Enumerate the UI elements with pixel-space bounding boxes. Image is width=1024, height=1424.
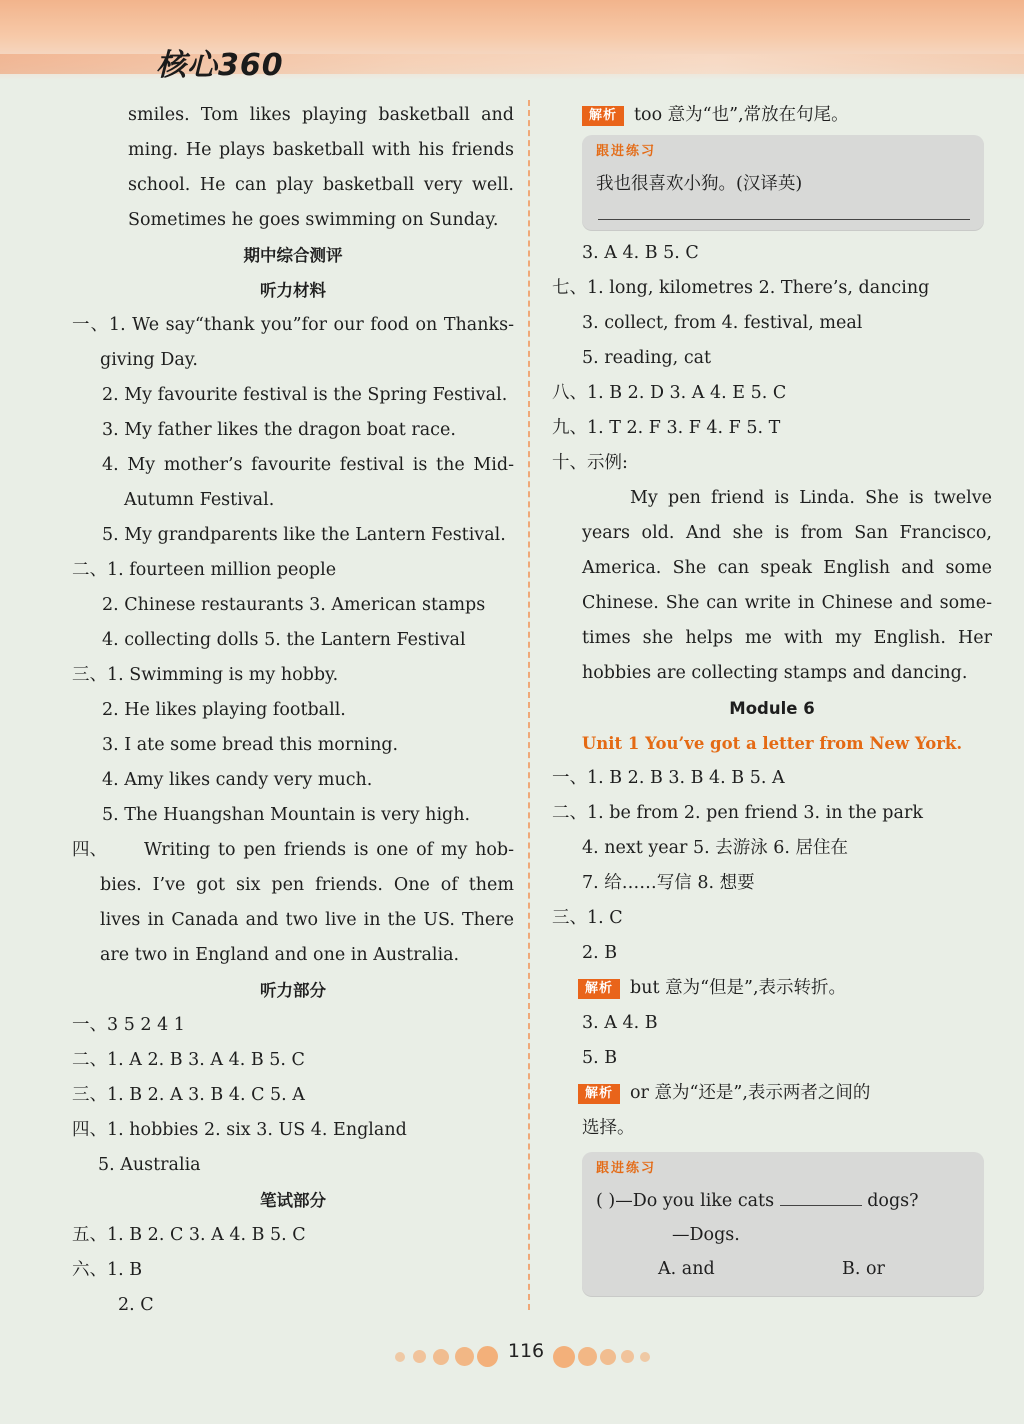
practice-question [596, 1184, 970, 1218]
answer-line: 一、3 5 2 4 1 [72, 1015, 185, 1035]
passage-line: lives in Canada and two live in the US. There [100, 910, 514, 930]
intro-line: Sometimes he goes swimming on Sunday. [128, 210, 499, 230]
passage-line-1 [72, 833, 514, 868]
practice-title: 跟进练习 [596, 1161, 657, 1176]
answer-line: 3. I ate some bread this morning. [102, 735, 399, 755]
answer-line: 3. My father likes the dragon boat race. [102, 420, 456, 440]
analysis-tag: 解析 [578, 1084, 620, 1104]
answer-line: 2. C [118, 1295, 154, 1315]
question-text-end: dogs? [867, 1191, 919, 1211]
analysis-line [552, 971, 992, 1006]
intro-line: school. He can play basketball very well. [128, 175, 514, 195]
brand-logo: 核心360 [156, 48, 284, 83]
essay-line: My pen friend is Linda. She is twelve [630, 488, 992, 508]
practice-answer: —Dogs. [672, 1225, 740, 1245]
practice-box [582, 135, 984, 230]
answer-line: 2. B [582, 943, 618, 963]
answer-line: 三、1. C [552, 908, 623, 928]
answer-line: 4. Amy likes candy very much. [102, 770, 373, 790]
analysis-text: too 意为“也”,常放在句尾。 [634, 105, 849, 125]
answer-line: 六、1. B [72, 1260, 143, 1280]
unit-title: Unit 1 You’ve got a letter from New York. [581, 734, 963, 753]
intro-line: smiles. Tom likes playing basketball and [128, 105, 514, 125]
practice-options [596, 1252, 970, 1286]
header-band [0, 54, 1024, 74]
column-divider [528, 100, 530, 1310]
answer-line: 2. My favourite festival is the Spring Festival. [102, 385, 508, 405]
passage-text: Writing to pen friends is one of my hob- [144, 840, 514, 860]
answer-line: 7. 给……写信 8. 想要 [582, 873, 755, 893]
analysis-text: but 意为“但是”,表示转折。 [630, 978, 847, 998]
answer-line: 4. collecting dolls 5. the Lantern Festival [102, 630, 466, 650]
question-text: ( )—Do you like cats [596, 1191, 775, 1211]
answer-line: 2. He likes playing football. [102, 700, 346, 720]
answer-line: 4. My mother’s favourite festival is the Mid- [102, 455, 514, 475]
module-title: Module 6 [729, 699, 815, 718]
answer-line: giving Day. [100, 350, 198, 370]
practice-box [582, 1152, 984, 1296]
fill-blank[interactable] [780, 1189, 862, 1206]
analysis-line [552, 98, 992, 133]
answer-line: 二、1. A 2. B 3. A 4. B 5. C [72, 1050, 305, 1070]
answer-line: 十、示例: [552, 453, 628, 473]
essay-line: America. She can speak English and some [582, 558, 992, 578]
essay-line: hobbies are collecting stamps and dancing. [582, 663, 968, 683]
right-column [552, 98, 992, 1302]
answer-blank-line [598, 205, 970, 220]
essay-line: times she helps me with my English. Her [582, 628, 992, 648]
answer-line: 二、1. fourteen million people [72, 560, 337, 580]
answer-line: Autumn Festival. [124, 490, 275, 510]
answer-line: 5. Australia [98, 1155, 201, 1175]
practice-question: 我也很喜欢小狗。(汉译英) [596, 174, 803, 194]
intro-line: ming. He plays basketball with his friends [128, 140, 514, 160]
section-title: 期中综合测评 [243, 246, 343, 265]
passage-line: bies. I’ve got six pen friends. One of them [100, 875, 514, 895]
answer-line: 五、1. B 2. C 3. A 4. B 5. C [72, 1225, 306, 1245]
analysis-tag: 解析 [582, 106, 624, 126]
analysis-text: or 意为“还是”,表示两者之间的 [630, 1083, 871, 1103]
answer-line: 三、1. B 2. A 3. B 4. C 5. A [72, 1085, 305, 1105]
answer-line: 二、1. be from 2. pen friend 3. in the park [552, 803, 923, 823]
answer-line: 3. A 4. B [582, 1013, 658, 1033]
page-number: 116 [507, 1340, 545, 1362]
answer-line: 3. A 4. B 5. C [582, 243, 699, 263]
answer-line: 九、1. T 2. F 3. F 4. F 5. T [552, 418, 781, 438]
essay-line: Chinese. She can write in Chinese and some- [582, 593, 992, 613]
analysis-line [552, 1076, 992, 1111]
answer-line: 5. The Huangshan Mountain is very high. [102, 805, 471, 825]
listening-material-title: 听力材料 [260, 281, 326, 300]
option-b: B. or [842, 1259, 885, 1279]
practice-title: 跟进练习 [596, 144, 657, 159]
answer-line: 一、1. B 2. B 3. B 4. B 5. A [552, 768, 785, 788]
passage-line: are two in England and one in Australia. [100, 945, 460, 965]
analysis-tag: 解析 [578, 979, 620, 999]
written-part-title: 笔试部分 [260, 1191, 326, 1210]
answer-line: 5. B [582, 1048, 618, 1068]
section-label: 四、 [72, 840, 107, 860]
answer-line: 5. reading, cat [582, 348, 712, 368]
option-a: A. and [658, 1259, 715, 1279]
listening-part-title: 听力部分 [260, 981, 326, 1000]
answer-line: 5. My grandparents like the Lantern Festival. [102, 525, 506, 545]
essay-line: years old. And she is from San Francisco, [582, 523, 992, 543]
answer-line: 八、1. B 2. D 3. A 4. E 5. C [552, 383, 787, 403]
answer-line: 一、1. We say“thank you”for our food on Thanks- [72, 315, 514, 335]
left-column [72, 98, 514, 1323]
answer-line: 2. Chinese restaurants 3. American stamps [102, 595, 486, 615]
answer-line: 三、1. Swimming is my hobby. [72, 665, 339, 685]
answer-line: 四、1. hobbies 2. six 3. US 4. England [72, 1120, 407, 1140]
answer-line: 七、1. long, kilometres 2. There’s, dancing [552, 278, 930, 298]
analysis-line: 选择。 [582, 1118, 635, 1138]
answer-line: 4. next year 5. 去游泳 6. 居住在 [582, 838, 849, 858]
answer-line: 3. collect, from 4. festival, meal [582, 313, 863, 333]
